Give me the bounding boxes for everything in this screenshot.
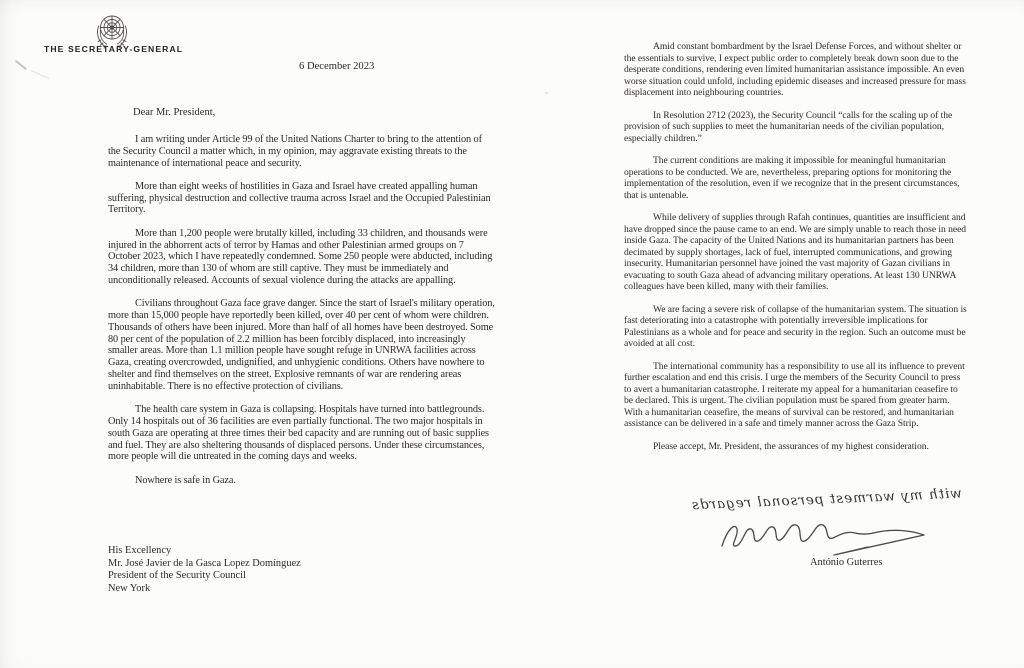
letter-body-page1 <box>108 134 496 498</box>
addressee-block <box>108 545 301 595</box>
paragraph: More than eight weeks of hostilities in Gaza and Israel have created appalling human suffering, physical destruction and collective trauma across Israel and the Occupied Palestinian Territory. <box>108 180 491 216</box>
handwritten-note-mirrored: with my warmest personal regards <box>690 485 963 514</box>
addressee-line: His Excellency <box>108 545 172 556</box>
paragraph: I am writing under Article 99 of the United Nations Charter to bring to the attention of the Security Council a matter which, in my opinion, may aggravate existing threats to the maintenance of international peace and security. <box>108 134 482 169</box>
scan-speck-artifact <box>545 92 548 94</box>
paragraph: While delivery of supplies through Rafah continues, quantities are insufficient and have dropped since the pause came to an end. We are simply unable to reach those in need inside Gaza. The capacity of the United Nations and its humanitarian partners has been decimated by supply shortages, lack of fuel, interrupted communications, and growing insecurity. Humanitarian personnel have joined the vast majority of Gazan civilians in evacuating to south Gaza ahead of advancing military operations. At least 130 UNRWA colleagues have been killed, many with their families. <box>624 212 967 292</box>
addressee-line: President of the Security Council <box>108 570 246 582</box>
scan-scratch-artifact <box>31 70 50 79</box>
signature-name: António Guterres <box>810 557 883 568</box>
salutation: Dear Mr. President, <box>133 107 216 118</box>
letter-body-page2 <box>624 41 969 463</box>
scan-scratch-artifact <box>15 60 27 70</box>
closing-line: Please accept, Mr. President, the assurances of my highest consideration. <box>653 440 929 452</box>
paragraph: Civilians throughout Gaza face grave danger. Since the start of Israel's military operation, more than 15,000 people have reportedly been killed, over 40 per cent of whom were children. Thousands of others have been injured. More than half of all homes have been destroyed. Some 80 per cent of the population of 2.2 million has been forcibly displaced, into increasingly smaller areas. More than 1.1 million people have sought refuge in UNRWA facilities across Gaza, creating overcrowded, undignified, and unhygienic conditions. Others have nowhere to shelter and find themselves on the street. Explosive remnants of war are rendering areas uninhabitable. There is no effective protection of civilians. <box>108 298 495 392</box>
letter-date: 6 December 2023 <box>299 61 375 72</box>
addressee-line: Mr. José Javier de la Gasca Lopez Domínguez <box>108 557 301 569</box>
letterhead-title: THE SECRETARY-GENERAL <box>44 44 184 54</box>
paragraph: The international community has a responsibility to use all its influence to prevent further escalation and end this crisis. I urge the members of the Security Council to press to avert a humanitarian catastrophe. I reiterate my appeal for a humanitarian ceasefire to be declared. This is urgent. The civilian population must be spared from greater harm. With a humanitarian ceasefire, the means of survival can be restored, and humanitarian assistance can be delivered in a safe and timely manner across the Gaza Strip. <box>624 360 965 429</box>
paragraph: Amid constant bombardment by the Israel Defense Forces, and without shelter or the essentials to survive, I expect public order to completely break down soon due to the desperate conditions, rendering even limited humanitarian assistance impossible. An even worse situation could unfold, including epidemic diseases and increased pressure for mass displacement into neighbouring countries. <box>624 41 966 98</box>
paragraph: We are facing a severe risk of collapse of the humanitarian system. The situation is fast deteriorating into a catastrophe with potentially irreversible implications for Palestinians as a whole and for peace and security in the region. Such an outcome must be avoided at all cost. <box>624 303 967 349</box>
paragraph: Nowhere is safe in Gaza. <box>135 474 236 486</box>
paragraph: More than 1,200 people were brutally killed, including 33 children, and thousands were injured in the abhorrent acts of terror by Hamas and other Palestinian armed groups on 7 October 2023, which I have repeatedly condemned. Some 250 people were abducted, including 34 children, more than 130 of whom are still captive. They must be immediately and unconditionally released. Accounts of sexual violence during the attacks are appalling. <box>108 227 493 286</box>
signature-icon <box>716 510 940 564</box>
paragraph: In Resolution 2712 (2023), the Security Council “calls for the scaling up of the provision of such supplies to meet the humanitarian needs of the civilian population, especially children.” <box>624 109 953 144</box>
paragraph: The current conditions are making it impossible for meaningful humanitarian operations to be conducted. We are, nevertheless, preparing options for monitoring the implementation of the resolution, even if we recognize that in the present circumstances, that is untenable. <box>624 155 960 201</box>
addressee-line: New York <box>108 582 151 594</box>
paragraph: The health care system in Gaza is collapsing. Hospitals have turned into battlegrounds. Only 14 hospitals out of 36 facilities are even partially functional. The two major hospitals in south Gaza are operating at three times their bed capacity and are running out of basic supplies and fuel. They are also sheltering thousands of displaced persons. Under these circumstances, more people will die untreated in the coming days and weeks. <box>108 404 489 463</box>
